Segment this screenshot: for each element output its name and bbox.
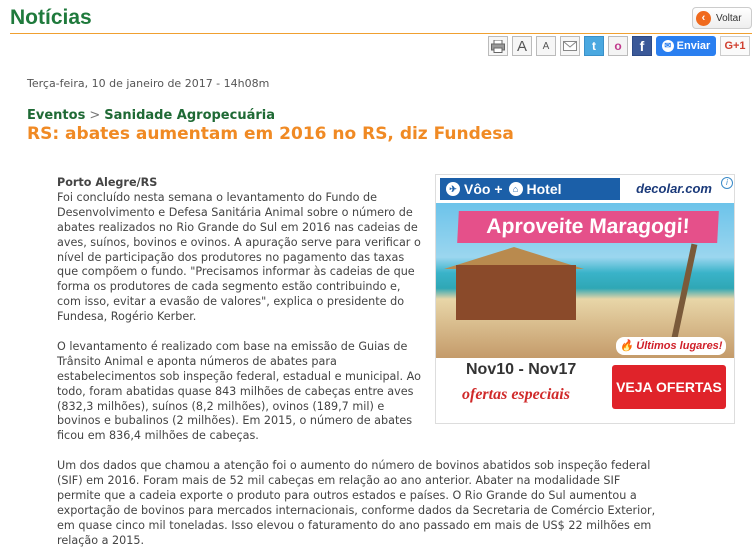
- back-button[interactable]: [692, 7, 752, 29]
- ad-badge-text: Últimos lugares!: [636, 340, 723, 352]
- ad-top-bar: [436, 175, 735, 203]
- send-button-label: Enviar: [676, 40, 711, 52]
- google-plus-button[interactable]: G+1: [720, 36, 750, 56]
- breadcrumb: [27, 108, 275, 123]
- ad-headline: Aproveite Maragogi!: [457, 211, 719, 243]
- ad-hotel-text: Hotel: [526, 181, 562, 197]
- article-paragraph: O levantamento é realizado com base na emissão de Guias de Trânsito Animal e aponta números de abates para estabelecimentos sob inspeção federal, estadual e municipal. Ao todo, foram abatidas quase 843 milhões de cabeças entre aves (832,3 milhões), suínos (8,2 milhões), ovinos (189,7 mil) e bovinos e bubalinos (2 milhões). Em 2015, o número de abates ficou em 836,4 milhões de cabeças.: [57, 339, 421, 443]
- article-paragraph: Foi concluído nesta semana o levantamento do Fundo de Desenvolvimento e Defesa Sanitária Animal sobre o número de abates realizados no Rio Grande do Sul em 2016 nas cadeias de aves, suínos, bovinos e ovinos. A apuração serve para verificar o nível de participação dos produtores no pagamento das taxas que compõem o fundo. "Precisamos informar às cadeias de que forma os produtores de cada segmento estão contribuindo e, com isso, evitar a evasão de valores", explica o presidente do Fundesa, Rogério Kerber.: [57, 190, 421, 324]
- breadcrumb-item-sanidade[interactable]: Sanidade Agropecuária: [104, 108, 275, 123]
- back-arrow-icon: ‹: [696, 11, 711, 26]
- hotel-icon: ⌂: [509, 182, 523, 196]
- breadcrumb-item-eventos[interactable]: Eventos: [27, 108, 86, 123]
- orkut-icon[interactable]: o: [608, 36, 628, 56]
- twitter-icon[interactable]: t: [584, 36, 604, 56]
- article-paragraph: Um dos dados que chamou a atenção foi o aumento do número de bovinos abatidos sob inspeção federal (SIF) em 2016. Foram mais de 52 mil cabeças em relação ao ano anterior. Abater na modalidade SIF permite que a cadeia exporte o produto para outros estados e países. O Rio Grande do Sul aumentou a exportação de bovinos para mercados internacionais, conforme dados da Secretaria de Comércio Exterior, em quase cinco mil toneladas. Isso elevou o faturamento do ano passado em mais de US$ 22 milhões em relação a 2015.: [57, 459, 656, 547]
- ad-cta-button[interactable]: VEJA OFERTAS: [612, 365, 726, 409]
- ad-info-icon[interactable]: i: [721, 177, 733, 189]
- plane-icon: ✈: [446, 182, 460, 196]
- messenger-send-button[interactable]: [656, 36, 716, 56]
- ad-beach-image: [436, 203, 735, 358]
- page-header: [10, 4, 752, 34]
- breadcrumb-separator: >: [89, 108, 101, 123]
- font-increase-button[interactable]: A: [512, 36, 532, 56]
- ad-hut: [456, 265, 576, 320]
- facebook-icon[interactable]: f: [632, 36, 652, 56]
- email-icon[interactable]: [560, 36, 580, 56]
- ad-bottom-panel: [436, 358, 735, 424]
- article-date: Terça-feira, 10 de janeiro de 2017 - 14h08m: [27, 77, 270, 90]
- font-decrease-button[interactable]: A: [536, 36, 556, 56]
- ad-dates: Nov10 - Nov17: [466, 361, 577, 378]
- ad-special-offers: ofertas especiais: [462, 386, 570, 403]
- back-button-label: Voltar: [716, 12, 742, 24]
- ad-package-label: [440, 178, 620, 200]
- messenger-icon: ✉: [662, 40, 674, 52]
- page-title: Notícias: [10, 6, 92, 29]
- ad-voo-text: Vôo +: [464, 181, 503, 197]
- article-headline: RS: abates aumentam em 2016 no RS, diz Fundesa: [27, 124, 514, 144]
- ad-brand-logo: decolar.com: [636, 181, 712, 196]
- article-location: Porto Alegre/RS: [57, 176, 158, 189]
- advertisement-banner[interactable]: [435, 174, 735, 424]
- ad-last-seats-badge: 🔥 Últimos lugares!: [616, 337, 726, 355]
- print-icon[interactable]: [488, 36, 508, 56]
- share-toolbar: [488, 36, 750, 56]
